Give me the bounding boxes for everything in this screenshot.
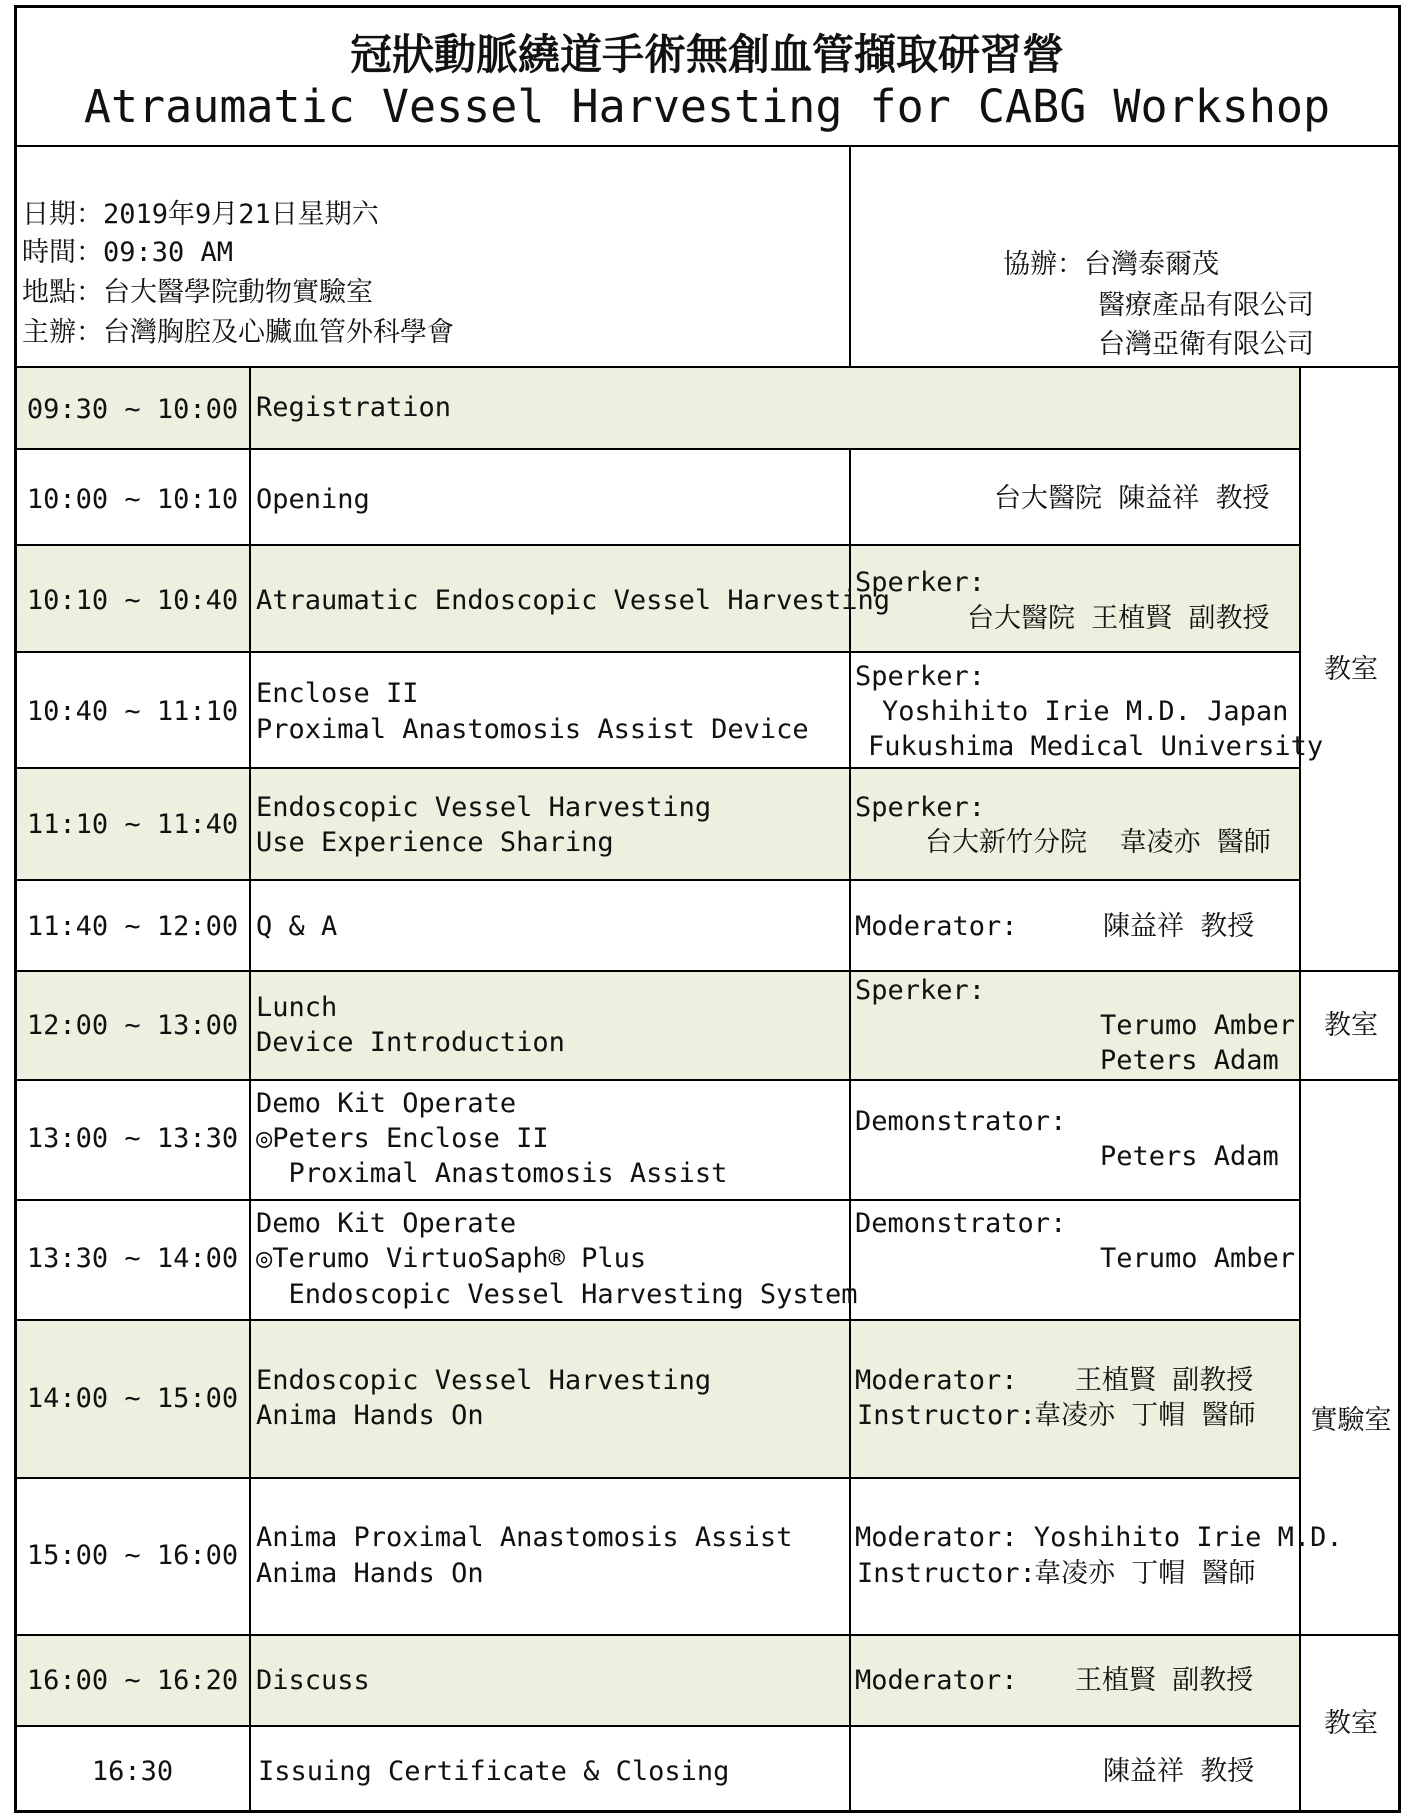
row-speaker: 台大新竹分院 韋凌亦 醫師 [925,827,1271,858]
row-topic: Opening [256,484,370,515]
row-topic: Demo Kit Operate [256,1088,517,1119]
title-english: Atraumatic Vessel Harvesting for CABG Workshop [83,80,1331,133]
row-speaker: Terumo Amber [1100,1243,1296,1274]
row-topic: Anima Hands On [256,1400,484,1431]
row-speaker-label: Sperker: [855,975,986,1006]
row-speaker: Fukushima Medical University [868,731,1324,762]
row-speaker: 陳益祥 教授 [1103,1756,1255,1787]
info-cohost-line3: 台灣亞衛有限公司 [1098,329,1314,360]
row-topic: Registration [256,392,452,423]
info-cohost: 協辦：台灣泰爾茂 [1003,249,1219,280]
row-speaker: 韋凌亦 丁帽 醫師 [1034,1558,1256,1589]
row-topic: Lunch [256,992,338,1023]
row-topic: Endoscopic Vessel Harvesting [256,792,712,823]
row-topic: Proximal Anastomosis Assist Device [256,714,809,745]
row-speaker-label: Instructor: [857,1558,1036,1589]
row-topic: ◎Peters Enclose II [256,1123,549,1154]
row-time: 10:40 ~ 11:10 [26,696,239,727]
row-time: 11:10 ~ 11:40 [26,809,239,840]
row-time: 10:10 ~ 10:40 [26,585,239,616]
row-speaker: 王植賢 副教授 [1075,1665,1254,1696]
row-topic: Atraumatic Endoscopic Vessel Harvesting [256,585,890,616]
row-speaker-label: Instructor: [857,1400,1036,1431]
row-time: 13:30 ~ 14:00 [26,1243,239,1274]
row-topic: Anima Hands On [256,1558,484,1589]
row-speaker: Terumo Amber [1100,1010,1296,1041]
row-topic: Discuss [256,1665,370,1696]
row-topic: ◎Terumo VirtuoSaph® Plus [256,1243,647,1274]
row-speaker-label: Sperker: [855,661,986,692]
row-topic: Demo Kit Operate [256,1208,517,1239]
title-chinese: 冠狀動脈繞道手術無創血管擷取研習營 [349,30,1064,79]
row-topic: Proximal Anastomosis Assist [256,1158,728,1189]
row-time: 16:00 ~ 16:20 [26,1665,239,1696]
row-topic: Enclose II [256,678,419,709]
row-speaker-label: Moderator: [855,1365,1018,1396]
row-speaker: Peters Adam [1100,1045,1279,1076]
row-speaker-label: Sperker: [855,567,986,598]
row-speaker: 王植賢 副教授 [1075,1365,1254,1396]
room-label: 教室 [1324,1010,1378,1041]
row-topic: Endoscopic Vessel Harvesting System [256,1279,858,1310]
row-time: 12:00 ~ 13:00 [26,1010,239,1041]
info-cohost-line2: 醫療產品有限公司 [1098,290,1314,321]
row-speaker: Peters Adam [1100,1141,1279,1172]
row-speaker: 韋凌亦 丁帽 醫師 [1034,1400,1256,1431]
row-speaker-label: Moderator: Yoshihito Irie M.D. [855,1522,1343,1553]
row-time: 14:00 ~ 15:00 [26,1383,239,1414]
row-speaker: 台大醫院 陳益祥 教授 [994,483,1270,514]
info-date: 日期：2019年9月21日星期六 [22,199,379,230]
row-speaker-label: Sperker: [855,792,986,823]
room-label: 實驗室 [1310,1405,1392,1436]
info-place: 地點：台大醫學院動物實驗室 [22,277,373,308]
row-speaker: Yoshihito Irie M.D. Japan [882,696,1289,727]
row-topic: Device Introduction [256,1027,565,1058]
row-time: 15:00 ~ 16:00 [26,1540,239,1571]
info-time: 時間：09:30 AM [22,237,234,268]
info-host: 主辦：台灣胸腔及心臟血管外科學會 [22,317,454,348]
row-speaker-label: Demonstrator: [855,1106,1067,1137]
row-speaker: 陳益祥 教授 [1103,911,1255,942]
row-time: 09:30 ~ 10:00 [26,394,239,425]
row-topic: Q & A [256,911,338,942]
row-speaker-label: Demonstrator: [855,1208,1067,1239]
room-label: 教室 [1324,654,1378,685]
room-label: 教室 [1324,1708,1378,1739]
row-topic: Issuing Certificate & Closing [258,1756,730,1787]
row-topic: Endoscopic Vessel Harvesting [256,1365,712,1396]
row-time: 13:00 ~ 13:30 [26,1123,239,1154]
row-topic: Use Experience Sharing [256,827,614,858]
row-speaker-label: Moderator: [855,1665,1018,1696]
row-speaker: 台大醫院 王植賢 副教授 [967,603,1270,634]
row-speaker-label: Moderator: [855,911,1018,942]
row-time: 16:30 [91,1756,174,1787]
row-topic: Anima Proximal Anastomosis Assist [256,1522,793,1553]
row-time: 11:40 ~ 12:00 [26,911,239,942]
row-time: 10:00 ~ 10:10 [26,484,239,515]
